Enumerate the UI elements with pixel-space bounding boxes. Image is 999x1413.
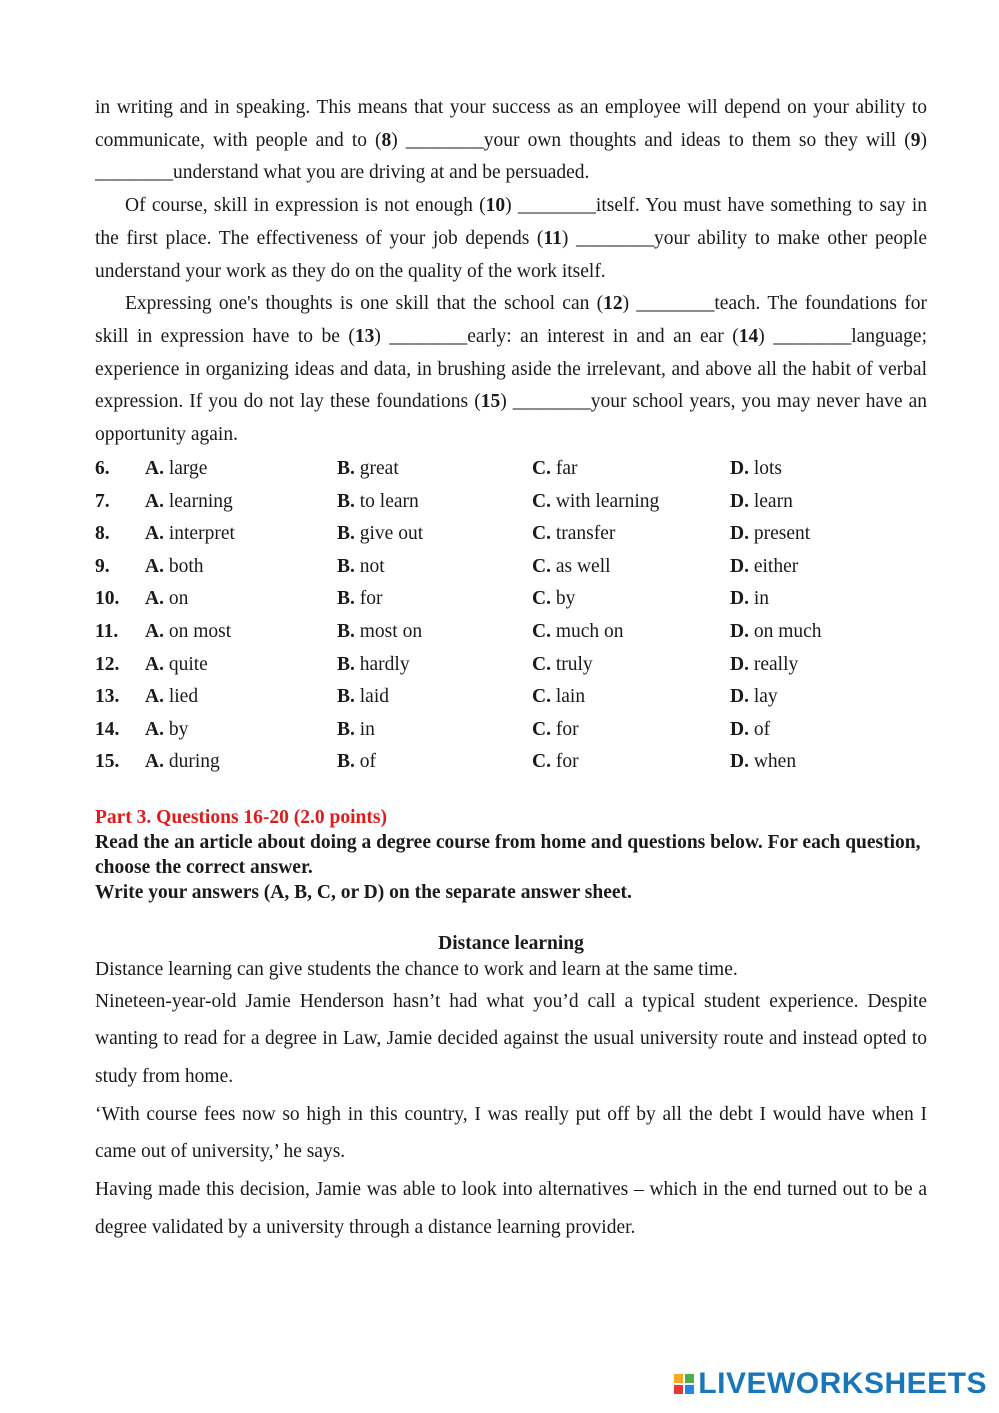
option-letter: B.	[337, 523, 355, 545]
question-number: 14.	[95, 718, 120, 740]
option-text: most on	[359, 621, 423, 642]
option-letter: D.	[730, 588, 749, 610]
option-c[interactable]	[532, 681, 730, 714]
option-text: lain	[555, 686, 586, 708]
question-number: 10.	[95, 588, 120, 610]
option-d[interactable]	[730, 551, 920, 584]
question-number: 6.	[95, 458, 110, 480]
option-letter: B.	[337, 621, 355, 642]
option-letter: B.	[337, 490, 355, 512]
option-text: lots	[753, 458, 783, 480]
option-a[interactable]	[145, 551, 337, 584]
article-paragraph-3: ‘With course fees now so high in this country, I was really put off by all the debt I would have when I came out of university,’ he says.	[95, 1103, 927, 1163]
option-letter: C.	[532, 718, 551, 740]
question-number: 9.	[95, 555, 110, 577]
option-letter: C.	[532, 555, 551, 577]
option-letter: D.	[730, 653, 749, 675]
option-a[interactable]	[145, 681, 337, 714]
option-text: learn	[753, 490, 793, 512]
option-text: in	[359, 718, 375, 740]
option-letter: D.	[730, 718, 749, 740]
option-text: on most	[168, 621, 232, 642]
logo-squares-icon	[674, 1374, 694, 1394]
blank-number-9: 9	[910, 129, 921, 151]
blank-number-10: 10	[485, 195, 506, 217]
option-a[interactable]	[145, 485, 337, 518]
question-row	[95, 648, 920, 681]
option-d[interactable]	[730, 713, 920, 746]
option-text: as well	[555, 555, 611, 577]
option-letter: C.	[532, 523, 551, 545]
passage-paragraph-3	[95, 288, 927, 452]
option-d[interactable]	[730, 616, 920, 649]
article-paragraph-4: Having made this decision, Jamie was able to look into alternatives – which in the end turned out to be a degree validated by a university through a distance learning provider.	[95, 1179, 927, 1238]
question-row	[95, 616, 920, 649]
option-a[interactable]	[145, 453, 337, 486]
option-letter: D.	[730, 458, 749, 480]
option-letter: B.	[337, 751, 355, 773]
option-letter: B.	[337, 588, 355, 610]
question-row	[95, 583, 920, 616]
question-number: 7.	[95, 490, 110, 512]
question-row	[95, 518, 920, 551]
option-text: large	[168, 458, 208, 480]
option-b[interactable]	[337, 453, 532, 486]
question-number: 11.	[95, 621, 119, 642]
option-d[interactable]	[730, 583, 920, 616]
option-b[interactable]	[337, 746, 532, 779]
option-c[interactable]	[532, 583, 730, 616]
option-a[interactable]	[145, 713, 337, 746]
option-text: of	[359, 751, 377, 773]
passage-text: in writing and in speaking. This means that your success as an employee will depend on your ability to communicate, with people and to (	[95, 97, 927, 151]
blank-number-11: 11	[543, 227, 562, 249]
option-letter: D.	[730, 621, 749, 642]
option-letter: A.	[145, 653, 164, 675]
option-letter: A.	[145, 523, 164, 545]
option-text: during	[168, 751, 220, 773]
option-letter: D.	[730, 555, 749, 577]
option-d[interactable]	[730, 648, 920, 681]
blank-number-12: 12	[603, 293, 623, 315]
option-a[interactable]	[145, 518, 337, 551]
option-text: on	[168, 588, 189, 610]
liveworksheets-logo[interactable]	[674, 1367, 987, 1401]
blank-number-15: 15	[480, 391, 501, 413]
option-d[interactable]	[730, 746, 920, 779]
passage-text: ) ________your ability to make other people understand your work as they do on the quality of the work itself.	[95, 227, 927, 282]
article-paragraph-1: Distance learning can give students the chance to work and learn at the same time.	[95, 958, 738, 980]
option-letter: C.	[532, 490, 551, 512]
option-letter: B.	[337, 458, 355, 480]
option-text: either	[753, 555, 799, 577]
option-text: for	[555, 751, 579, 773]
option-letter: B.	[337, 686, 355, 708]
option-text: truly	[555, 653, 593, 675]
option-letter: B.	[337, 718, 355, 740]
option-letter: A.	[145, 490, 164, 512]
option-b[interactable]	[337, 648, 532, 681]
option-letter: A.	[145, 458, 164, 480]
logo-text: LIVEWORKSHEETS	[698, 1367, 987, 1400]
option-text: interpret	[168, 523, 235, 545]
option-text: for	[555, 718, 579, 740]
option-c[interactable]	[532, 453, 730, 486]
option-text: really	[753, 653, 799, 675]
option-text: to learn	[359, 490, 419, 512]
passage-text: Expressing one's thoughts is one skill that the school can (	[125, 293, 604, 315]
question-number: 13.	[95, 686, 120, 708]
option-text: lied	[168, 686, 199, 708]
option-text: laid	[359, 686, 390, 708]
question-row	[95, 713, 920, 746]
option-letter: A.	[145, 588, 164, 610]
option-c[interactable]	[532, 713, 730, 746]
option-letter: A.	[145, 621, 164, 642]
option-letter: B.	[337, 653, 355, 675]
option-c[interactable]	[532, 485, 730, 518]
passage-text: ) ________understand what you are driving at and be persuaded.	[95, 129, 927, 184]
question-number: 12.	[95, 653, 120, 675]
option-letter: A.	[145, 751, 164, 773]
article-paragraph-2: Nineteen-year-old Jamie Henderson hasn’t had what you’d call a typical student experience. Despite wanting to read for a degree in Law, Jamie decided against the usual university route and instead opted to study from home.	[95, 990, 927, 1088]
option-text: when	[753, 751, 797, 773]
blank-number-8: 8	[381, 129, 392, 151]
option-c[interactable]	[532, 518, 730, 551]
option-letter: A.	[145, 718, 164, 740]
option-letter: B.	[337, 555, 355, 577]
option-letter: C.	[532, 686, 551, 708]
option-letter: C.	[532, 751, 551, 773]
option-text: with learning	[555, 490, 660, 512]
option-b[interactable]	[337, 551, 532, 584]
blank-number-13: 13	[354, 325, 375, 347]
option-text: by	[168, 718, 189, 740]
option-text: by	[555, 588, 576, 610]
option-text: much on	[555, 621, 624, 642]
option-text: on much	[753, 621, 822, 642]
option-a[interactable]	[145, 746, 337, 779]
question-row	[95, 746, 920, 779]
question-row	[95, 485, 920, 518]
option-letter: A.	[145, 555, 164, 577]
option-letter: C.	[532, 653, 551, 675]
option-text: quite	[168, 653, 208, 675]
option-text: for	[359, 588, 383, 610]
option-b[interactable]	[337, 713, 532, 746]
option-letter: C.	[532, 458, 551, 480]
blank-number-14: 14	[738, 325, 759, 347]
question-number: 8.	[95, 523, 110, 545]
option-letter: D.	[730, 490, 749, 512]
option-b[interactable]	[337, 485, 532, 518]
option-text: in	[753, 588, 770, 610]
option-text: both	[168, 555, 204, 577]
passage-text: ) ________language; experience in organizing ideas and data, in brushing aside the irrelevant, and above all the habit of verbal expression. If you do not lay these foundations (	[95, 325, 927, 413]
option-text: transfer	[555, 523, 616, 545]
passage-paragraph-1	[95, 92, 927, 190]
option-c[interactable]	[532, 746, 730, 779]
option-b[interactable]	[337, 583, 532, 616]
passage-text: ) ________your school years, you may never have an opportunity again.	[95, 391, 927, 446]
option-b[interactable]	[337, 518, 532, 551]
option-c[interactable]	[532, 616, 730, 649]
option-c[interactable]	[532, 648, 730, 681]
option-text: present	[753, 523, 811, 545]
passage-paragraph-2	[95, 190, 927, 288]
option-a[interactable]	[145, 616, 337, 649]
option-d[interactable]	[730, 681, 920, 714]
option-c[interactable]	[532, 551, 730, 584]
option-text: give out	[359, 523, 424, 545]
passage-text: ) ________teach. The foundations for skill in expression have to be (	[95, 293, 927, 347]
worksheet-page	[95, 92, 927, 1247]
option-text: far	[555, 458, 578, 480]
option-d[interactable]	[730, 518, 920, 551]
part3-instruction-1: Read the an article about doing a degree course from home and questions below. For each question, choose the correct answer.	[95, 831, 921, 878]
option-d[interactable]	[730, 453, 920, 486]
answer-options-table	[95, 453, 920, 779]
passage-text: Of course, skill in expression is not enough (	[125, 195, 486, 217]
part3-title: Part 3. Questions 16-20 (2.0 points)	[95, 806, 387, 828]
option-b[interactable]	[337, 616, 532, 649]
option-letter: C.	[532, 588, 551, 610]
option-text: learning	[168, 490, 233, 512]
option-text: lay	[753, 686, 778, 708]
option-a[interactable]	[145, 583, 337, 616]
option-a[interactable]	[145, 648, 337, 681]
option-text: of	[753, 718, 771, 740]
article-title: Distance learning	[438, 932, 584, 954]
option-letter: D.	[730, 523, 749, 545]
option-letter: D.	[730, 751, 749, 773]
passage-text: ) ________itself. You must have something to say in the first place. The effectiveness of your job depends (	[95, 195, 927, 249]
question-row	[95, 681, 920, 714]
passage-text: ) ________early: an interest in and an ear (	[374, 325, 739, 347]
option-b[interactable]	[337, 681, 532, 714]
option-text: not	[359, 555, 385, 577]
question-row	[95, 453, 920, 486]
option-letter: D.	[730, 686, 749, 708]
option-letter: A.	[145, 686, 164, 708]
option-d[interactable]	[730, 485, 920, 518]
option-letter: C.	[532, 621, 551, 642]
option-text: great	[359, 458, 399, 480]
question-number: 15.	[95, 751, 120, 773]
part3-instruction-2: Write your answers (A, B, C, or D) on the separate answer sheet.	[95, 881, 632, 903]
question-row	[95, 551, 920, 584]
passage-text: ) ________your own thoughts and ideas to them so they will (	[391, 129, 911, 151]
option-text: hardly	[359, 653, 410, 675]
